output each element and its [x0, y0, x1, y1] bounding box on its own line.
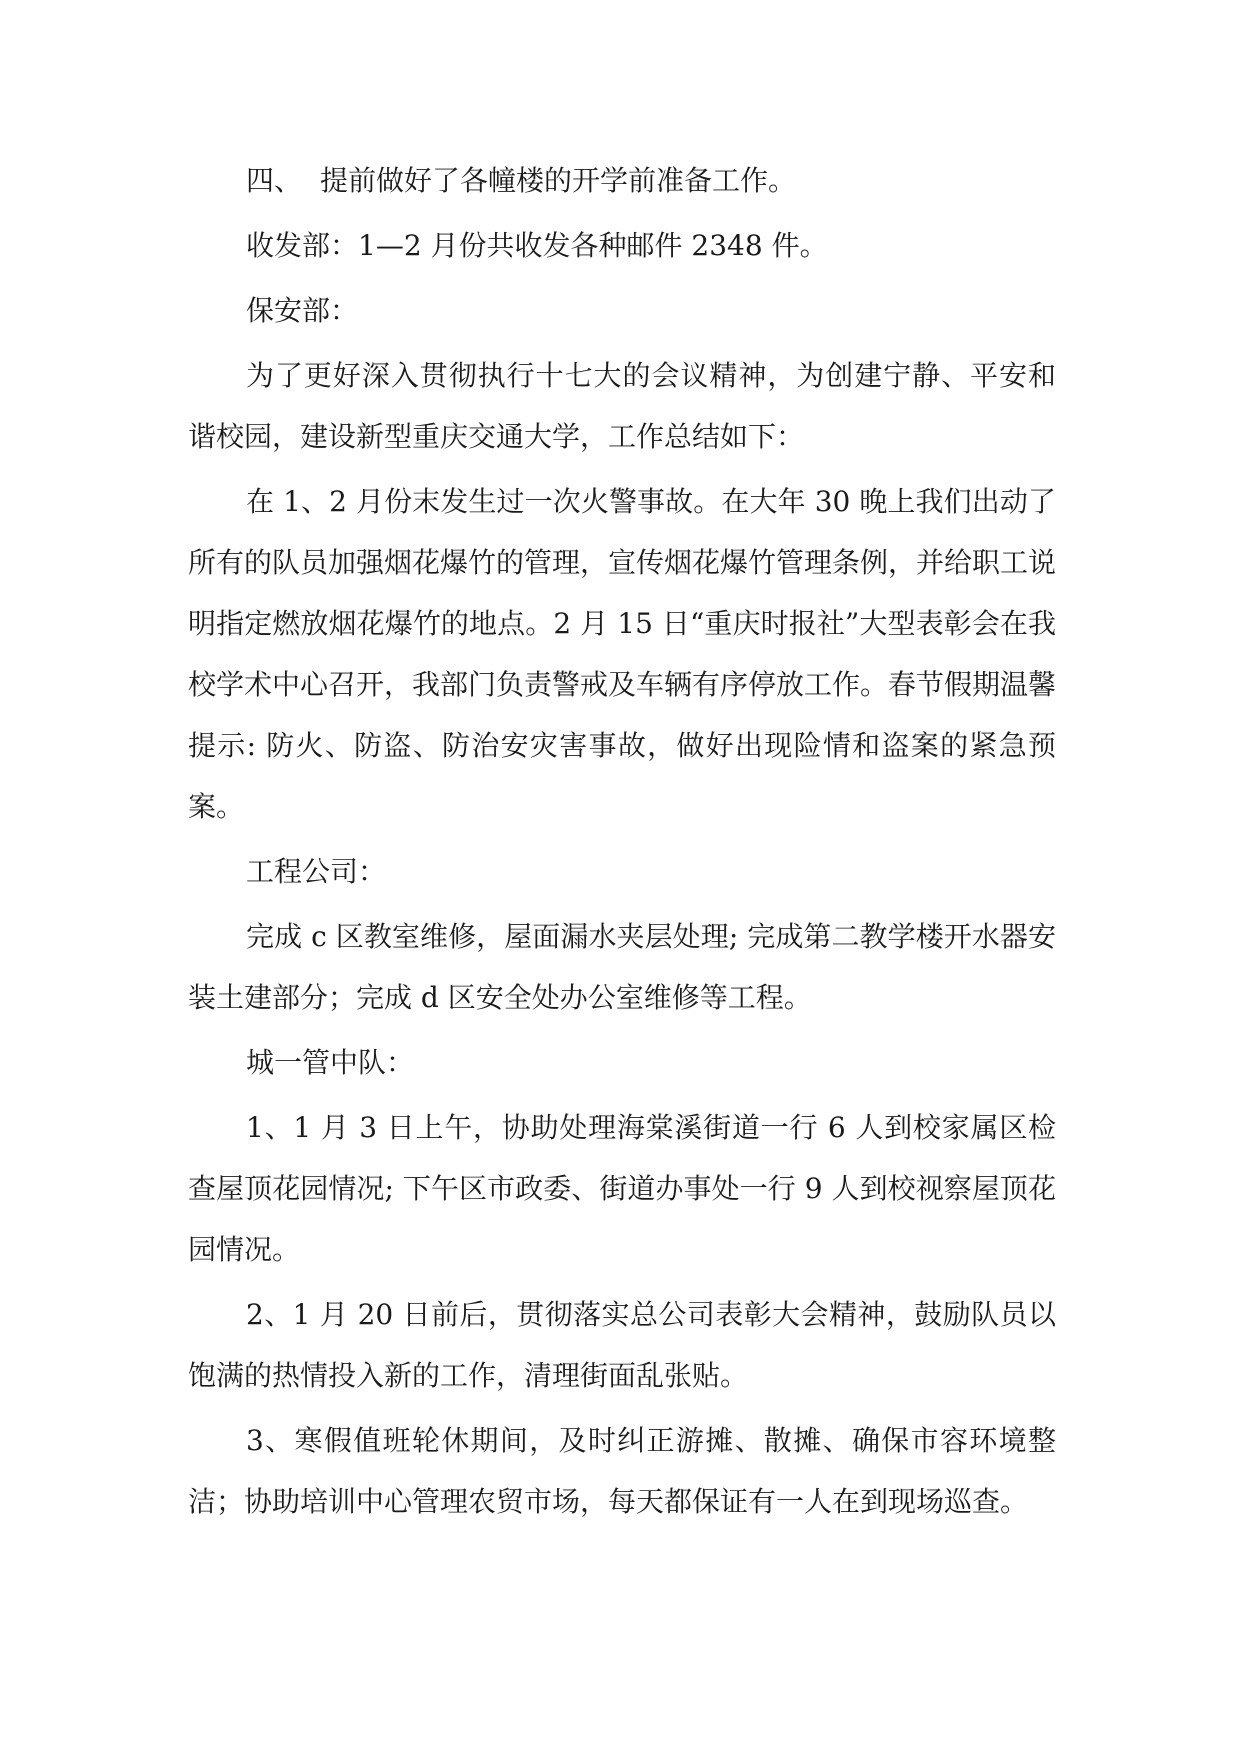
paragraph-city-team-item-2: 2、1 月 20 日前后，贯彻落实总公司表彰大会精神，鼓励队员以饱满的热情投入新的工作，清理街面乱张贴。	[188, 1298, 1056, 1392]
paragraph-city-team-item-3: 3、寒假值班轮休期间，及时纠正游摊、散摊、确保市容环境整洁；协助培训中心管理农贸市场，每天都保证有一人在到现场巡查。	[188, 1424, 1056, 1518]
paragraph-city-team-heading: 城一管中队：	[246, 1046, 415, 1079]
paragraph-engineering-details: 完成 c 区教室维修，屋面漏水夹层处理; 完成第二教学楼开水器安装土建部分；完成 d 区安全处办公室维修等工程。	[188, 920, 1056, 1014]
list-marker: 四、	[246, 164, 303, 197]
paragraph-security-heading: 保安部：	[246, 294, 359, 327]
paragraph-engineering-heading: 工程公司：	[246, 855, 387, 888]
paragraph-city-team-item-1: 1、1 月 3 日上午，协助处理海棠溪街道一行 6 人到校家属区检查屋顶花园情况; 下午区市政委、街道办事处一行 9 人到校视察屋顶花园情况。	[188, 1111, 1056, 1266]
document-body	[188, 150, 1056, 1536]
paragraph-security-details: 在 1、2 月份末发生过一次火警事故。在大年 30 晚上我们出动了所有的队员加强烟花爆竹的管理，宣传烟花爆竹管理条例，并给职工说明指定燃放烟花爆竹的地点。2 月 15 日“重庆时报社”大型表彰会在我校学术中心召开，我部门负责警戒及车辆有序停放工作。春节假期温馨提示: 防火、防盗、防治安灾害事故，做好出现险情和盗案的紧急预案。	[188, 485, 1057, 823]
paragraph-heading-four	[188, 150, 1056, 211]
paragraph-security-intro: 为了更好深入贯彻执行十七大的会议精神，为创建宁静、平安和谐校园，建设新型重庆交通大学，工作总结如下：	[188, 359, 1056, 453]
paragraph-text: 提前做好了各幢楼的开学前准备工作。	[320, 164, 797, 197]
paragraph-mail-department: 收发部：1—2 月份共收发各种邮件 2348 件。	[246, 229, 828, 262]
